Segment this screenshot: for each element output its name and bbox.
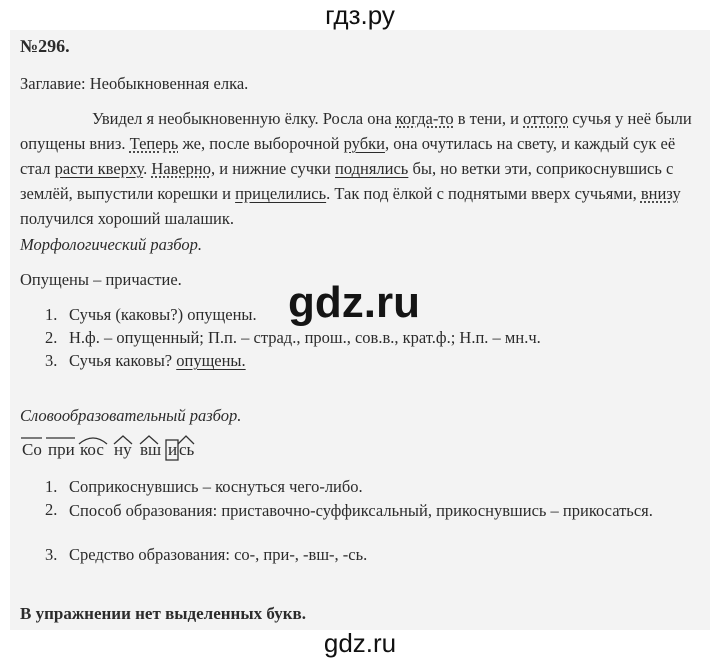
morpheme-prefix-2: при	[48, 440, 75, 459]
morpheme-postfix: сь	[179, 440, 195, 459]
morpheme-ending: и	[168, 440, 178, 459]
site-footer-title: gdz.ru	[323, 628, 397, 658]
morpheme-suffix-1: ну	[114, 440, 132, 459]
morph-line: Опущены – причастие.	[20, 270, 182, 289]
morph-heading: Морфологический разбор.	[20, 235, 202, 254]
exercise-number: №296.	[20, 36, 70, 56]
morph-item-2: 2. Н.ф. – опущенный; П.п. – страд., прош., сов.в., крат.ф.; Н.п. – мн.ч.	[45, 328, 541, 347]
wordform-item-3: 3. Средство образования: со-, при-, -вш-, -сь.	[45, 545, 368, 564]
morph-item-1: 1. Сучья (каковы?) опущены.	[45, 305, 257, 324]
title-line: Заглавие: Необыкновенная елка.	[20, 74, 249, 93]
exercise-page	[10, 30, 710, 630]
watermark: gdz.ru	[288, 278, 420, 327]
text-paragraph: Увидел я необыкновенную ёлку. Росла она когда-то в тени, и оттого сучья у неё были опущены вниз. Теперь же, после выборочной рубки, она очутилась на свету, и каждый сук её стал расти кверху. Наверно, и нижние сучки поднялись бы, но ветки эти, соприкоснувшись с землёй, выпустили корешки и прицелились. Так под ёлкой с поднятыми вверх сучьями, внизу получился хороший шалашик.	[20, 109, 692, 228]
wordform-heading: Словообразовательный разбор.	[20, 406, 242, 425]
wordform-item-2-number: 2.	[45, 500, 58, 519]
site-header-title: гдз.ру	[325, 0, 395, 30]
wordform-item-2: Способ образования: приставочно-суффиксальный, прикоснувшись – прикосаться.	[69, 501, 653, 520]
morpheme-suffix-2: вш	[140, 440, 162, 459]
morpheme-root: кос	[80, 440, 104, 459]
morpheme-parse	[20, 434, 250, 464]
conclusion-text: В упражнении нет выделенных букв.	[20, 604, 306, 623]
morpheme-prefix-1: Со	[22, 440, 42, 459]
morph-item-3: 3. Сучья каковы? опущены.	[45, 351, 246, 370]
wordform-item-1: 1. Соприкоснувшись – коснуться чего-либо.	[45, 477, 363, 496]
